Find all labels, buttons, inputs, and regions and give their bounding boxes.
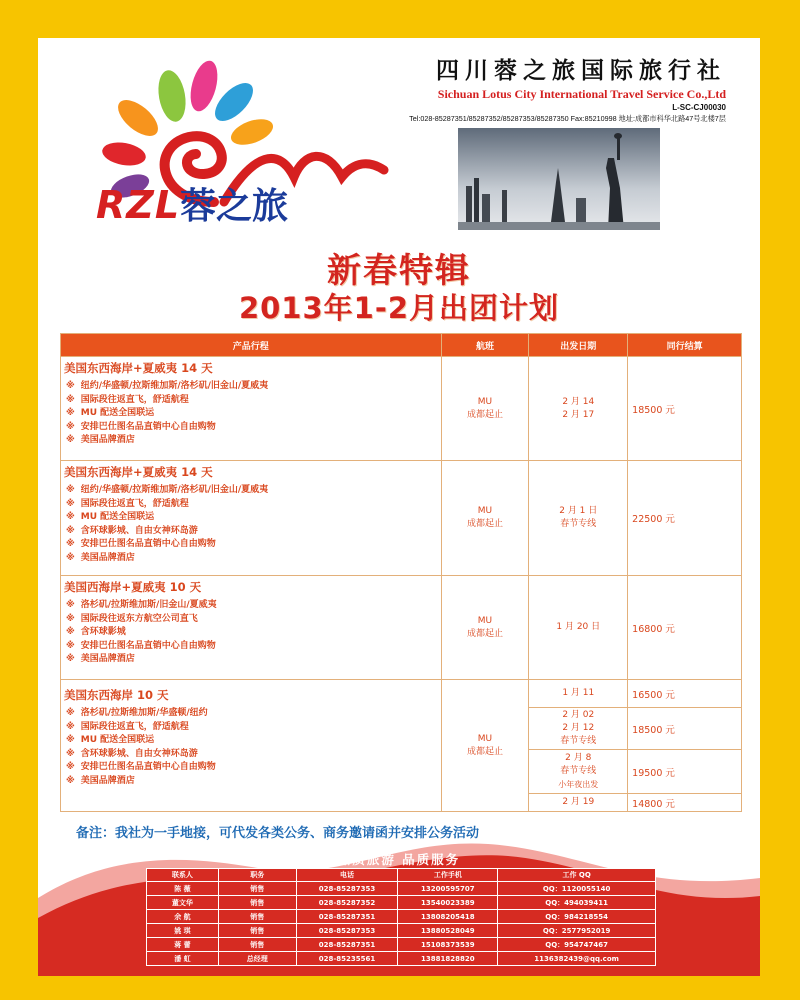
tour-title: 美国东西海岸+夏威夷 14 天 bbox=[64, 361, 213, 375]
tour-item: 美国品牌酒店 bbox=[80, 552, 135, 563]
tour-price: 16800 元 bbox=[628, 576, 742, 680]
tour-price: 14800 元 bbox=[628, 794, 742, 812]
remark-note: 备注：我社为一手地接，可代发各类公务、商务邀请函并安排公务活动 bbox=[76, 826, 480, 841]
poster bbox=[38, 38, 760, 976]
tour-item: MU 配送全国联运 bbox=[80, 512, 155, 522]
tour-route: 美国东西海岸 10 天 ※ 洛杉矶/拉斯维加斯/华盛顿/纽约 ※ 国际段往返直飞，舒适航程 ※ MU 配送全国联运 ※ 含环球影城、自由女神环岛游 ※ 安排巴仕图名品直销中心自由购物 ※ 美国品牌酒店 bbox=[61, 680, 442, 812]
table-header-row bbox=[61, 334, 742, 357]
tour-item: 国际段往返直飞，舒适航程 bbox=[80, 721, 189, 732]
tour-flight: MU 成都起止 bbox=[441, 576, 529, 680]
brand-name bbox=[96, 178, 288, 229]
tour-price: 22500 元 bbox=[628, 461, 742, 576]
tour-item: 美国品牌酒店 bbox=[80, 775, 135, 786]
header-price: 同行结算 bbox=[628, 334, 742, 357]
tour-price: 16500 元 bbox=[628, 680, 742, 708]
tour-route: 美国西海岸+夏威夷 10 天 ※ 洛杉矶/拉斯维加斯/旧金山/夏威夷 ※ 国际段往返东方航空公司直飞 ※ 含环球影城 ※ 安排巴仕图名品直销中心自由购物 ※ 美国品牌酒店 bbox=[61, 576, 442, 680]
tour-price: 18500 元 bbox=[628, 357, 742, 461]
staff-row: 董文华 销售 028-85287352 13540023389 QQ：494039411 bbox=[147, 896, 656, 910]
staff-header-row bbox=[147, 869, 656, 882]
tour-item: 含环球影城 bbox=[80, 627, 126, 637]
tour-item: 国际段往返东方航空公司直飞 bbox=[80, 613, 198, 624]
tour-date: 2 月 8 春节专线 小年夜出发 bbox=[529, 750, 628, 794]
tour-item: 美国品牌酒店 bbox=[80, 435, 135, 445]
tour-item: MU 配送全国联运 bbox=[80, 408, 155, 418]
headline-subtitle: 2013年1-2月出团计划 bbox=[238, 291, 560, 325]
table-row bbox=[61, 576, 742, 680]
tour-item: 含环球影城、自由女神环岛游 bbox=[80, 748, 198, 759]
tour-flight: MU 成都起止 bbox=[441, 680, 529, 812]
tour-price: 19500 元 bbox=[628, 750, 742, 794]
tour-date: 1 月 20 日 bbox=[529, 576, 628, 680]
company-name-en: Sichuan Lotus City International Travel Service Co.,Ltd bbox=[437, 87, 726, 101]
headline-title: 新春特辑 bbox=[327, 251, 471, 291]
tour-item: 安排巴仕图名品直销中心自由购物 bbox=[80, 762, 216, 772]
tour-item: MU 配送全国联运 bbox=[80, 735, 155, 745]
tour-flight: MU 成都起止 bbox=[441, 461, 529, 576]
staff-header-phone: 电话 bbox=[296, 869, 398, 882]
header-route: 产品行程 bbox=[61, 334, 442, 357]
company-header bbox=[286, 52, 726, 124]
tour-item: 洛杉矶/拉斯维加斯/华盛顿/纽约 bbox=[80, 708, 208, 718]
tour-item: 安排巴仕图名品直销中心自由购物 bbox=[80, 539, 216, 549]
tour-date: 1 月 11 bbox=[529, 680, 628, 708]
tour-date: 2 月 1 日 春节专线 bbox=[529, 461, 628, 576]
company-contact: Tel:028-85287351/85287352/85287353/85287350 Fax:85210998 地址:成都市科华北路47号北楼7层 bbox=[409, 114, 726, 123]
staff-row: 余 航 销售 028-85287351 13808205418 QQ：984218554 bbox=[147, 910, 656, 924]
statue-of-liberty-photo bbox=[458, 128, 660, 230]
table-row bbox=[61, 357, 742, 461]
tour-date: 2 月 02 2 月 12 春节专线 bbox=[529, 708, 628, 750]
tour-route: 美国东西海岸+夏威夷 14 天 ※ 纽约/华盛顿/拉斯维加斯/洛杉矶/旧金山/夏威夷 ※ 国际段往返直飞，舒适航程 ※ MU 配送全国联运 ※ 含环球影城、自由女神环岛游 ※ 安排巴仕图名品直销中心自由购物 ※ 美国品牌酒店 bbox=[61, 461, 442, 576]
tour-flight: MU 成都起止 bbox=[441, 357, 529, 461]
staff-row: 姚 琪 销售 028-85287353 13880528049 QQ：2577952019 bbox=[147, 924, 656, 938]
tour-title: 美国东西海岸 10 天 bbox=[64, 688, 169, 702]
header-flight: 航班 bbox=[441, 334, 529, 357]
tour-route: 美国东西海岸+夏威夷 14 天 ※ 纽约/华盛顿/拉斯维加斯/洛杉矶/旧金山/夏威夷 ※ 国际段往返直飞，舒适航程 ※ MU 配送全国联运 ※ 安排巴仕图名品直销中心自由购物 ※ 美国品牌酒店 bbox=[61, 357, 442, 461]
staff-header-name: 联系人 bbox=[147, 869, 219, 882]
brand-en: RZL bbox=[96, 183, 181, 227]
staff-row: 陈 薇 销售 028-85287353 13200595707 QQ：1120055140 bbox=[147, 882, 656, 896]
tour-item: 国际段往返直飞，舒适航程 bbox=[80, 394, 189, 405]
table-row bbox=[61, 461, 742, 576]
table-row bbox=[61, 680, 742, 708]
staff-contact-table bbox=[146, 868, 656, 966]
tour-date: 2 月 19 bbox=[529, 794, 628, 812]
tour-item: 国际段往返直飞，舒适航程 bbox=[80, 498, 189, 509]
tour-title: 美国东西海岸+夏威夷 14 天 bbox=[64, 465, 213, 479]
staff-row: 蒋 蕾 销售 028-85287351 15108373539 QQ：954747467 bbox=[147, 938, 656, 952]
header-date: 出发日期 bbox=[529, 334, 628, 357]
slogan: 品质旅游 品质服务 bbox=[337, 852, 461, 867]
tour-item: 纽约/华盛顿/拉斯维加斯/洛杉矶/旧金山/夏威夷 bbox=[80, 485, 269, 495]
tour-item: 洛杉矶/拉斯维加斯/旧金山/夏威夷 bbox=[80, 600, 217, 610]
tour-item: 纽约/华盛顿/拉斯维加斯/洛杉矶/旧金山/夏威夷 bbox=[80, 381, 269, 391]
tour-item: 安排巴仕图名品直销中心自由购物 bbox=[80, 640, 216, 651]
tour-item: 安排巴仕图名品直销中心自由购物 bbox=[80, 421, 216, 432]
tour-price: 18500 元 bbox=[628, 708, 742, 750]
staff-header-qq: 工作 QQ bbox=[498, 869, 656, 882]
license-number: L-SC-CJ00030 bbox=[672, 103, 726, 112]
tour-date: 2 月 14 2 月 17 bbox=[529, 357, 628, 461]
staff-header-role: 职务 bbox=[218, 869, 296, 882]
tour-item: 美国品牌酒店 bbox=[80, 654, 135, 664]
tour-schedule-table bbox=[60, 333, 742, 812]
staff-header-mobile: 工作手机 bbox=[398, 869, 498, 882]
company-name-zh: 四川蓉之旅国际旅行社 bbox=[436, 57, 726, 84]
staff-row: 潘 虹 总经理 028-85235561 13881828820 1136382439@qq.com bbox=[147, 952, 656, 966]
tour-item: 含环球影城、自由女神环岛游 bbox=[80, 525, 198, 536]
tour-title: 美国西海岸+夏威夷 10 天 bbox=[64, 580, 202, 594]
brand-zh: 蓉之旅 bbox=[180, 186, 289, 227]
